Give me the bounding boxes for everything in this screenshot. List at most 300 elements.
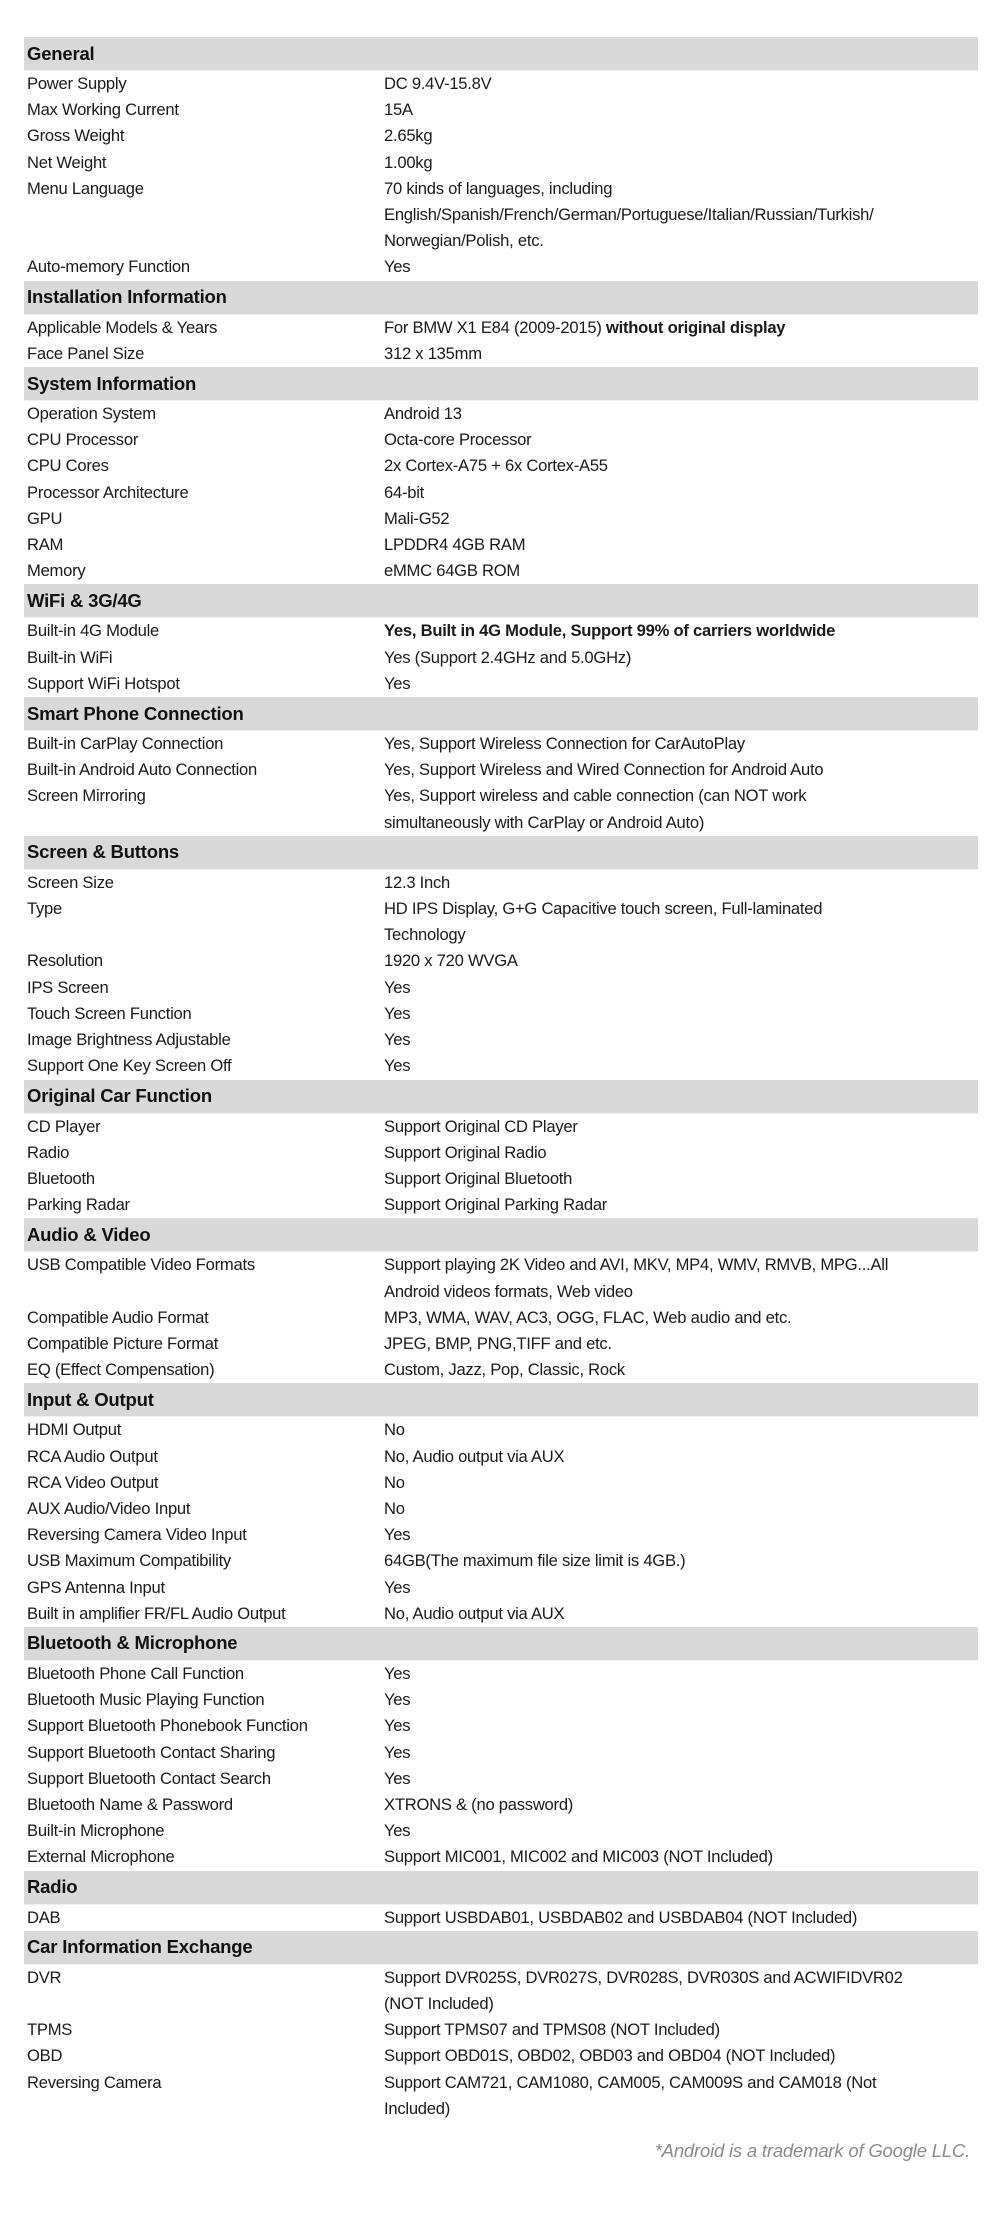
spec-value-text: Yes bbox=[384, 1716, 411, 1736]
spec-row bbox=[24, 1331, 978, 1357]
spec-value-line bbox=[384, 1548, 978, 1574]
spec-value bbox=[384, 1114, 978, 1140]
spec-value bbox=[384, 2043, 978, 2069]
spec-value-emphasis: Yes, Built in 4G Module, Support 99% of carriers worldwide bbox=[384, 621, 836, 641]
spec-row bbox=[24, 1844, 978, 1870]
spec-section bbox=[24, 1931, 978, 2122]
spec-value bbox=[384, 1053, 978, 1079]
spec-value-text: Support Original CD Player bbox=[384, 1116, 578, 1136]
spec-label: USB Compatible Video Formats bbox=[27, 1255, 255, 1275]
spec-value bbox=[384, 783, 978, 835]
spec-row bbox=[24, 506, 978, 532]
spec-value-text: (NOT Included) bbox=[384, 1993, 494, 2013]
spec-value bbox=[384, 948, 978, 974]
spec-value-emphasis: without original display bbox=[605, 317, 786, 337]
spec-label: Max Working Current bbox=[27, 100, 179, 120]
spec-value-text: Support playing 2K Video and AVI, MKV, MP4, WMV, RMVB, MPG...All bbox=[384, 1255, 889, 1275]
spec-label: Built-in WiFi bbox=[27, 647, 113, 667]
spec-value bbox=[384, 1713, 978, 1739]
spec-label: Support Bluetooth Phonebook Function bbox=[27, 1716, 308, 1736]
spec-value bbox=[384, 1331, 978, 1357]
spec-label: Support One Key Screen Off bbox=[27, 1056, 232, 1076]
spec-value-text: 64GB(The maximum file size limit is 4GB.) bbox=[384, 1551, 686, 1571]
spec-label: Menu Language bbox=[27, 178, 144, 198]
spec-value-text: Support TPMS07 and TPMS08 (NOT Included) bbox=[384, 2020, 720, 2040]
spec-label: Reversing Camera Video Input bbox=[27, 1525, 247, 1545]
spec-value-line bbox=[384, 731, 978, 757]
spec-row bbox=[24, 1027, 978, 1053]
spec-value bbox=[384, 1818, 978, 1844]
spec-row bbox=[24, 1740, 978, 1766]
spec-row bbox=[24, 123, 978, 149]
spec-value-text: HD IPS Display, G+G Capacitive touch screen, Full-laminated bbox=[384, 899, 823, 919]
spec-value-line bbox=[384, 783, 978, 809]
spec-row bbox=[24, 731, 978, 757]
spec-label: Radio bbox=[27, 1142, 70, 1162]
spec-label: Gross Weight bbox=[27, 126, 125, 146]
spec-row bbox=[24, 176, 978, 255]
spec-label: Bluetooth Name & Password bbox=[27, 1794, 233, 1814]
spec-value bbox=[384, 427, 978, 453]
spec-section bbox=[24, 281, 978, 367]
section-header bbox=[24, 836, 978, 870]
section-title: WiFi & 3G/4G bbox=[27, 589, 142, 611]
spec-value-line bbox=[384, 1001, 978, 1027]
spec-label: Parking Radar bbox=[27, 1195, 130, 1215]
spec-label: Built-in Microphone bbox=[27, 1821, 165, 1841]
spec-row bbox=[24, 2070, 978, 2122]
spec-value-text: Yes bbox=[384, 1056, 411, 1076]
spec-label: Processor Architecture bbox=[27, 482, 189, 502]
spec-value-text: Support MIC001, MIC002 and MIC003 (NOT Included) bbox=[384, 1847, 773, 1867]
spec-value bbox=[384, 870, 978, 896]
spec-value bbox=[384, 1965, 978, 2017]
spec-value-text: 2.65kg bbox=[384, 126, 433, 146]
spec-value-text: Yes bbox=[384, 1768, 411, 1788]
spec-value bbox=[384, 71, 978, 97]
spec-label: GPU bbox=[27, 508, 63, 528]
spec-value bbox=[384, 1575, 978, 1601]
spec-value-line bbox=[384, 1114, 978, 1140]
spec-row bbox=[24, 1792, 978, 1818]
spec-value-line bbox=[384, 71, 978, 97]
section-header bbox=[24, 281, 978, 315]
spec-value-line bbox=[384, 453, 978, 479]
section-title: Bluetooth & Microphone bbox=[27, 1632, 238, 1654]
spec-row bbox=[24, 480, 978, 506]
spec-value-text: For BMW X1 E84 (2009-2015) bbox=[384, 317, 606, 337]
spec-section bbox=[24, 1383, 978, 1627]
spec-value-text: JPEG, BMP, PNG,TIFF and etc. bbox=[384, 1333, 612, 1353]
spec-value bbox=[384, 1661, 978, 1687]
spec-row bbox=[24, 558, 978, 584]
spec-label: DVR bbox=[27, 1967, 62, 1987]
trademark-note: *Android is a trademark of Google LLC. bbox=[654, 2140, 970, 2161]
spec-value bbox=[384, 1496, 978, 1522]
spec-value-text: Yes bbox=[384, 1821, 411, 1841]
spec-row bbox=[24, 341, 978, 367]
section-header bbox=[24, 1218, 978, 1252]
spec-row bbox=[24, 783, 978, 835]
spec-label: RCA Audio Output bbox=[27, 1446, 158, 1466]
spec-label: USB Maximum Compatibility bbox=[27, 1551, 231, 1571]
spec-value bbox=[384, 1140, 978, 1166]
spec-value-line bbox=[384, 922, 978, 948]
section-header bbox=[24, 584, 978, 618]
spec-value-text: eMMC 64GB ROM bbox=[384, 561, 520, 581]
spec-value bbox=[384, 176, 978, 255]
spec-label: Image Brightness Adjustable bbox=[27, 1030, 231, 1050]
spec-value-line bbox=[384, 228, 978, 254]
spec-value-text: Yes (Support 2.4GHz and 5.0GHz) bbox=[384, 647, 632, 667]
spec-value-line bbox=[384, 1844, 978, 1870]
spec-value-text: Support USBDAB01, USBDAB02 and USBDAB04 (NOT Included) bbox=[384, 1907, 858, 1927]
spec-value-line bbox=[384, 671, 978, 697]
spec-row bbox=[24, 532, 978, 558]
spec-value-text: Support CAM721, CAM1080, CAM005, CAM009S and CAM018 (Not bbox=[384, 2072, 877, 2092]
spec-value-text: Yes, Support Wireless Connection for CarAutoPlay bbox=[384, 734, 745, 754]
spec-row bbox=[24, 254, 978, 280]
spec-value-line bbox=[384, 1575, 978, 1601]
spec-table bbox=[24, 37, 978, 2122]
spec-value-line bbox=[384, 645, 978, 671]
section-title: Audio & Video bbox=[27, 1223, 151, 1245]
section-title: Input & Output bbox=[27, 1388, 154, 1410]
spec-value-line bbox=[384, 2096, 978, 2122]
spec-value-text: Included) bbox=[384, 2098, 451, 2118]
spec-value-line bbox=[384, 202, 978, 228]
spec-row bbox=[24, 1140, 978, 1166]
spec-value-line bbox=[384, 558, 978, 584]
spec-value bbox=[384, 1548, 978, 1574]
spec-value bbox=[384, 453, 978, 479]
spec-row bbox=[24, 1252, 978, 1304]
spec-value-text: Android videos formats, Web video bbox=[384, 1281, 633, 1301]
spec-value bbox=[384, 1027, 978, 1053]
spec-row bbox=[24, 1661, 978, 1687]
spec-value-line bbox=[384, 1740, 978, 1766]
spec-value-text: Technology bbox=[384, 925, 466, 945]
spec-value bbox=[384, 731, 978, 757]
spec-value-text: Support Original Radio bbox=[384, 1142, 547, 1162]
spec-row bbox=[24, 1496, 978, 1522]
spec-value-line bbox=[384, 870, 978, 896]
spec-value-text: Yes, Support wireless and cable connection (can NOT work bbox=[384, 786, 807, 806]
spec-row bbox=[24, 757, 978, 783]
spec-value-line bbox=[384, 1053, 978, 1079]
spec-label: Screen Mirroring bbox=[27, 786, 146, 806]
spec-row bbox=[24, 1575, 978, 1601]
spec-value-text: No, Audio output via AUX bbox=[384, 1446, 565, 1466]
spec-row bbox=[24, 1192, 978, 1218]
spec-value-text: 70 kinds of languages, including bbox=[384, 178, 613, 198]
spec-label: CD Player bbox=[27, 1116, 101, 1136]
spec-row bbox=[24, 618, 978, 644]
spec-row bbox=[24, 1766, 978, 1792]
spec-value-text: Yes bbox=[384, 1030, 411, 1050]
spec-label: IPS Screen bbox=[27, 977, 109, 997]
spec-value-text: Mali-G52 bbox=[384, 508, 450, 528]
spec-value-line bbox=[384, 975, 978, 1001]
spec-label: Net Weight bbox=[27, 152, 107, 172]
spec-row bbox=[24, 1444, 978, 1470]
section-header bbox=[24, 1627, 978, 1661]
spec-row bbox=[24, 97, 978, 123]
spec-value-line bbox=[384, 1305, 978, 1331]
spec-value-line bbox=[384, 1601, 978, 1627]
section-title: Screen & Buttons bbox=[27, 841, 180, 863]
spec-value-line bbox=[384, 1766, 978, 1792]
spec-label: Compatible Picture Format bbox=[27, 1333, 219, 1353]
spec-row bbox=[24, 1114, 978, 1140]
spec-row bbox=[24, 1001, 978, 1027]
spec-value-text: Yes bbox=[384, 977, 411, 997]
spec-label: RAM bbox=[27, 535, 64, 555]
section-header bbox=[24, 37, 978, 71]
spec-label: CPU Cores bbox=[27, 456, 109, 476]
spec-row bbox=[24, 1470, 978, 1496]
spec-value-line bbox=[384, 176, 978, 202]
spec-value-text: Yes bbox=[384, 1525, 411, 1545]
spec-label: Compatible Audio Format bbox=[27, 1307, 209, 1327]
spec-value-line bbox=[384, 1192, 978, 1218]
spec-label: Face Panel Size bbox=[27, 343, 145, 363]
spec-value bbox=[384, 1252, 978, 1304]
spec-value bbox=[384, 975, 978, 1001]
spec-value-text: Yes bbox=[384, 1577, 411, 1597]
spec-value-text: Octa-core Processor bbox=[384, 430, 532, 450]
spec-value-line bbox=[384, 896, 978, 922]
spec-value bbox=[384, 315, 978, 341]
spec-section bbox=[24, 1871, 978, 1931]
spec-row bbox=[24, 1687, 978, 1713]
spec-value-text: simultaneously with CarPlay or Android Auto) bbox=[384, 812, 705, 832]
spec-section bbox=[24, 836, 978, 1080]
section-header bbox=[24, 1383, 978, 1417]
spec-label: Built-in Android Auto Connection bbox=[27, 760, 257, 780]
section-header bbox=[24, 1931, 978, 1965]
section-header bbox=[24, 1080, 978, 1114]
spec-section bbox=[24, 367, 978, 584]
spec-value-text: No bbox=[384, 1420, 405, 1440]
spec-row bbox=[24, 1818, 978, 1844]
spec-value bbox=[384, 1844, 978, 1870]
spec-row bbox=[24, 150, 978, 176]
spec-value-text: Norwegian/Polish, etc. bbox=[384, 231, 544, 251]
section-title: Original Car Function bbox=[27, 1085, 212, 1106]
spec-label: Built in amplifier FR/FL Audio Output bbox=[27, 1603, 286, 1623]
spec-value bbox=[384, 341, 978, 367]
spec-label: Built-in 4G Module bbox=[27, 621, 160, 641]
spec-value-text: Yes bbox=[384, 1690, 411, 1710]
spec-value bbox=[384, 1601, 978, 1627]
spec-value-line bbox=[384, 618, 978, 644]
spec-row bbox=[24, 2017, 978, 2043]
spec-label: Type bbox=[27, 899, 62, 919]
spec-label: Bluetooth Phone Call Function bbox=[27, 1663, 244, 1683]
spec-value-text: 12.3 Inch bbox=[384, 872, 451, 892]
spec-value-text: Android 13 bbox=[384, 404, 462, 424]
spec-value-text: Support OBD01S, OBD02, OBD03 and OBD04 (NOT Included) bbox=[384, 2046, 836, 2066]
spec-value-line bbox=[384, 1279, 978, 1305]
spec-row bbox=[24, 1305, 978, 1331]
spec-value bbox=[384, 1687, 978, 1713]
section-title: Radio bbox=[27, 1876, 78, 1898]
spec-label: TPMS bbox=[27, 2020, 73, 2040]
spec-value-line bbox=[384, 1818, 978, 1844]
spec-value bbox=[384, 480, 978, 506]
spec-row bbox=[24, 645, 978, 671]
spec-value-line bbox=[384, 401, 978, 427]
spec-row bbox=[24, 401, 978, 427]
spec-label: Support WiFi Hotspot bbox=[27, 673, 180, 693]
spec-label: EQ (Effect Compensation) bbox=[27, 1360, 215, 1380]
spec-value bbox=[384, 254, 978, 280]
spec-value-text: Yes bbox=[384, 1742, 411, 1762]
spec-value-text: 15A bbox=[384, 100, 413, 120]
spec-value bbox=[384, 1470, 978, 1496]
spec-value bbox=[384, 1166, 978, 1192]
spec-row bbox=[24, 1417, 978, 1443]
spec-label: Built-in CarPlay Connection bbox=[27, 734, 224, 754]
spec-row bbox=[24, 896, 978, 948]
spec-value-text: 2x Cortex-A75 + 6x Cortex-A55 bbox=[384, 456, 608, 476]
spec-value-line bbox=[384, 1140, 978, 1166]
spec-value-line bbox=[384, 1417, 978, 1443]
spec-value-text: Yes bbox=[384, 1003, 411, 1023]
spec-value-text: Custom, Jazz, Pop, Classic, Rock bbox=[384, 1360, 625, 1380]
spec-label: DAB bbox=[27, 1907, 61, 1927]
spec-row bbox=[24, 2043, 978, 2069]
spec-label: Screen Size bbox=[27, 872, 114, 892]
spec-value bbox=[384, 97, 978, 123]
spec-value-line bbox=[384, 1905, 978, 1931]
spec-label: Support Bluetooth Contact Search bbox=[27, 1768, 271, 1788]
spec-row bbox=[24, 1965, 978, 2017]
spec-value-line bbox=[384, 150, 978, 176]
spec-label: Touch Screen Function bbox=[27, 1003, 192, 1023]
spec-value-line bbox=[384, 1331, 978, 1357]
spec-value-line bbox=[384, 532, 978, 558]
spec-value-text: English/Spanish/French/German/Portuguese/Italian/Russian/Turkish/ bbox=[384, 205, 874, 225]
spec-row bbox=[24, 1601, 978, 1627]
spec-row bbox=[24, 315, 978, 341]
spec-value-line bbox=[384, 1687, 978, 1713]
spec-value-line bbox=[384, 1357, 978, 1383]
spec-value-text: No bbox=[384, 1498, 405, 1518]
spec-value-text: 1920 x 720 WVGA bbox=[384, 951, 518, 971]
spec-value bbox=[384, 1522, 978, 1548]
spec-value bbox=[384, 1001, 978, 1027]
spec-row bbox=[24, 870, 978, 896]
spec-label: Bluetooth bbox=[27, 1168, 95, 1188]
spec-label: Bluetooth Music Playing Function bbox=[27, 1690, 265, 1710]
spec-label: HDMI Output bbox=[27, 1420, 122, 1440]
spec-row bbox=[24, 1905, 978, 1931]
spec-value bbox=[384, 1792, 978, 1818]
spec-value-line bbox=[384, 757, 978, 783]
spec-row bbox=[24, 975, 978, 1001]
spec-value bbox=[384, 757, 978, 783]
spec-label: AUX Audio/Video Input bbox=[27, 1498, 191, 1518]
spec-value-line bbox=[384, 1252, 978, 1278]
spec-value-text: DC 9.4V-15.8V bbox=[384, 74, 492, 93]
spec-row bbox=[24, 1713, 978, 1739]
spec-value bbox=[384, 558, 978, 584]
section-title: General bbox=[27, 42, 95, 64]
spec-label: Memory bbox=[27, 561, 86, 581]
spec-label: Power Supply bbox=[27, 74, 127, 93]
spec-value-line bbox=[384, 341, 978, 367]
spec-label: Resolution bbox=[27, 951, 103, 971]
spec-value-text: LPDDR4 4GB RAM bbox=[384, 535, 526, 555]
section-header bbox=[24, 1871, 978, 1905]
spec-section bbox=[24, 1218, 978, 1383]
section-title: Installation Information bbox=[27, 286, 227, 308]
section-title: Car Information Exchange bbox=[27, 1936, 253, 1958]
spec-row bbox=[24, 1357, 978, 1383]
spec-section bbox=[24, 1080, 978, 1219]
spec-value-text: Yes bbox=[384, 1663, 411, 1683]
spec-value-text: Yes, Support Wireless and Wired Connection for Android Auto bbox=[384, 760, 824, 780]
spec-value bbox=[384, 1905, 978, 1931]
spec-section bbox=[24, 697, 978, 836]
spec-value-text: MP3, WMA, WAV, AC3, OGG, FLAC, Web audio and etc. bbox=[384, 1307, 792, 1327]
section-title: Smart Phone Connection bbox=[27, 702, 244, 724]
spec-value-line bbox=[384, 1661, 978, 1687]
spec-section bbox=[24, 584, 978, 697]
spec-value-line bbox=[384, 1965, 978, 1991]
spec-value-line bbox=[384, 315, 978, 341]
spec-value-line bbox=[384, 1027, 978, 1053]
spec-value bbox=[384, 1444, 978, 1470]
spec-section bbox=[24, 1627, 978, 1871]
spec-value bbox=[384, 671, 978, 697]
spec-value-text: No, Audio output via AUX bbox=[384, 1603, 565, 1623]
spec-section bbox=[24, 37, 978, 281]
spec-value-line bbox=[384, 1991, 978, 2017]
spec-row bbox=[24, 453, 978, 479]
spec-label: Support Bluetooth Contact Sharing bbox=[27, 1742, 276, 1762]
spec-label: External Microphone bbox=[27, 1847, 175, 1867]
spec-value bbox=[384, 2070, 978, 2122]
spec-value-text: 1.00kg bbox=[384, 152, 433, 172]
spec-value bbox=[384, 1417, 978, 1443]
spec-value bbox=[384, 532, 978, 558]
spec-value-line bbox=[384, 427, 978, 453]
section-title: System Information bbox=[27, 372, 197, 394]
spec-row bbox=[24, 671, 978, 697]
spec-value-line bbox=[384, 810, 978, 836]
spec-value bbox=[384, 2017, 978, 2043]
spec-value bbox=[384, 645, 978, 671]
spec-value-line bbox=[384, 480, 978, 506]
spec-row bbox=[24, 71, 978, 97]
spec-value-text: Support Original Parking Radar bbox=[384, 1195, 608, 1215]
spec-row bbox=[24, 1166, 978, 1192]
spec-value-text: No bbox=[384, 1472, 405, 1492]
spec-value-line bbox=[384, 506, 978, 532]
spec-value-line bbox=[384, 2017, 978, 2043]
spec-label: RCA Video Output bbox=[27, 1472, 159, 1492]
spec-row bbox=[24, 1522, 978, 1548]
spec-value bbox=[384, 1192, 978, 1218]
spec-value-text: 64-bit bbox=[384, 482, 425, 502]
spec-value-line bbox=[384, 948, 978, 974]
spec-value bbox=[384, 401, 978, 427]
spec-label: Auto-memory Function bbox=[27, 257, 190, 277]
spec-value-line bbox=[384, 1713, 978, 1739]
